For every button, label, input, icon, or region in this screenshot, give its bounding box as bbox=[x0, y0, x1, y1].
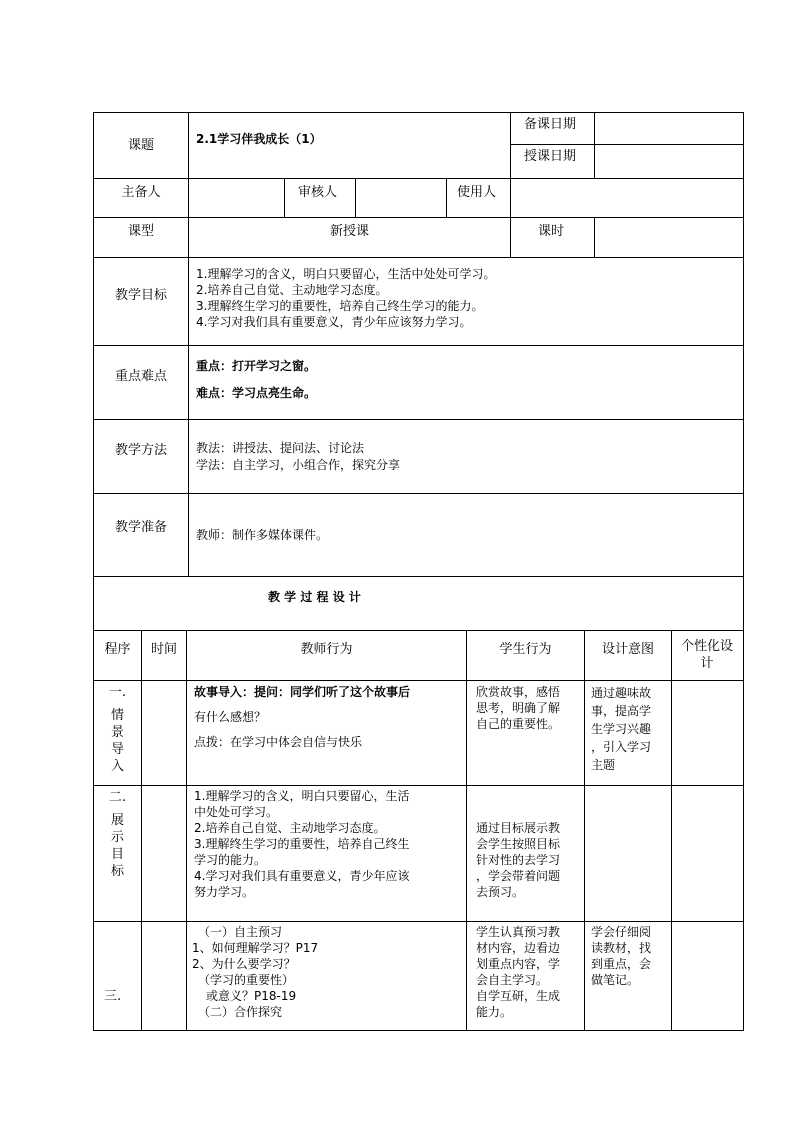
main-preparer-label: 主备人 bbox=[121, 184, 161, 200]
col-header-step: 程序 bbox=[104, 641, 131, 657]
user-value[interactable] bbox=[511, 179, 743, 217]
goal-item: 1.理解学习的含义，明白只要留心，生活中处处可学习。 bbox=[196, 267, 496, 281]
learning-method: 学法：自主学习，小组合作，探究分享 bbox=[196, 458, 401, 472]
step-number: 三. bbox=[104, 989, 122, 1004]
step-cell bbox=[94, 789, 141, 880]
step-char: 标 bbox=[110, 864, 124, 879]
teacher-action: （一）自主预习 1、如何理解学习？P17 2、为什么要学习？ （学习的重要性） 或意义？P18-19 （二）合作探究 bbox=[192, 925, 319, 1019]
key-points-label: 重点难点 bbox=[114, 368, 167, 384]
col-header-intent: 设计意图 bbox=[601, 641, 654, 657]
key-point: 重点：打开学习之窗。 bbox=[196, 359, 317, 373]
col-header-student: 学生行为 bbox=[499, 641, 552, 657]
preparation-label: 教学准备 bbox=[114, 519, 167, 535]
teacher-action: 故事导入：提问：同学们听了这个故事后 有什么感想？ 点拨：在学习中体会自信与快乐 bbox=[194, 685, 411, 749]
goals-label: 教学目标 bbox=[114, 287, 167, 303]
topic-label: 课题 bbox=[127, 138, 154, 153]
col-header-time: 时间 bbox=[150, 641, 177, 657]
reviewer-label: 审核人 bbox=[298, 185, 338, 200]
period-label: 课时 bbox=[538, 224, 565, 239]
student-action: 欣赏故事，感悟 思考，明确了解 自己的重要性。 bbox=[476, 685, 561, 731]
student-action: 学生认真预习教 材内容，边看边 划重点内容，学 会自主学习。 自学互研，生成 能力。 bbox=[476, 925, 561, 1019]
user-label: 使用人 bbox=[457, 185, 497, 200]
goal-item: 4.学习对我们具有重要意义，青少年应该努力学习。 bbox=[196, 315, 472, 329]
step-number: 二. bbox=[108, 790, 127, 805]
period-value[interactable] bbox=[595, 218, 743, 257]
prep-date-value[interactable] bbox=[595, 113, 743, 144]
student-action: 通过目标展示教 会学生按照目标 针对性的去学习 ，学会带着问题 去预习。 bbox=[476, 821, 561, 899]
design-intent: 通过趣味故 事，提高学 生学习兴趣 ，引入学习 主题 bbox=[591, 686, 652, 772]
goals-list bbox=[196, 266, 736, 330]
step-char: 情 bbox=[110, 708, 124, 723]
col-header-teacher: 教师行为 bbox=[300, 641, 353, 657]
topic-value: 2.1学习伴我成长（1） bbox=[196, 132, 322, 146]
main-preparer-value[interactable] bbox=[189, 179, 284, 217]
process-title: 教 学 过 程 设 计 bbox=[268, 590, 361, 604]
goal-item: 3.理解终生学习的重要性，培养自己终生学习的能力。 bbox=[196, 299, 484, 313]
teach-date-label: 授课日期 bbox=[524, 149, 577, 164]
goal-item: 2.培养自己自觉、主动地学习态度。 bbox=[196, 283, 388, 297]
teacher-action: 1.理解学习的含义，明白只要留心，生活 中处处可学习。 2.培养自己自觉、主动地学习态度。 3.理解终生学习的重要性，培养自己终生 学习的能力。 4.学习对我们具有重要意义，青少年应该 努力学习。 bbox=[194, 789, 410, 899]
lesson-type-value: 新授课 bbox=[329, 223, 369, 239]
preparation-value: 教师：制作多媒体课件。 bbox=[196, 528, 329, 542]
step-char: 展 bbox=[110, 813, 124, 828]
step-number: 一. bbox=[108, 685, 127, 700]
teach-date-value[interactable] bbox=[595, 145, 743, 178]
step-cell bbox=[94, 684, 141, 775]
step-char: 示 bbox=[110, 830, 124, 845]
step-char: 景 bbox=[110, 725, 124, 740]
methods-label: 教学方法 bbox=[114, 442, 167, 458]
step-char: 导 bbox=[110, 742, 124, 757]
step-char: 入 bbox=[110, 759, 124, 774]
col-header-personal: 个性化设计 bbox=[680, 639, 733, 671]
step-char: 目 bbox=[110, 847, 124, 862]
reviewer-value[interactable] bbox=[356, 179, 446, 217]
design-intent: 学会仔细阅 读教材，找 到重点，会 做笔记。 bbox=[591, 925, 652, 987]
prep-date-label: 备课日期 bbox=[524, 117, 577, 132]
lesson-type-label: 课型 bbox=[127, 223, 154, 239]
difficult-point: 难点：学习点亮生命。 bbox=[196, 386, 317, 400]
teaching-method: 教法：讲授法、提问法、讨论法 bbox=[196, 441, 365, 455]
